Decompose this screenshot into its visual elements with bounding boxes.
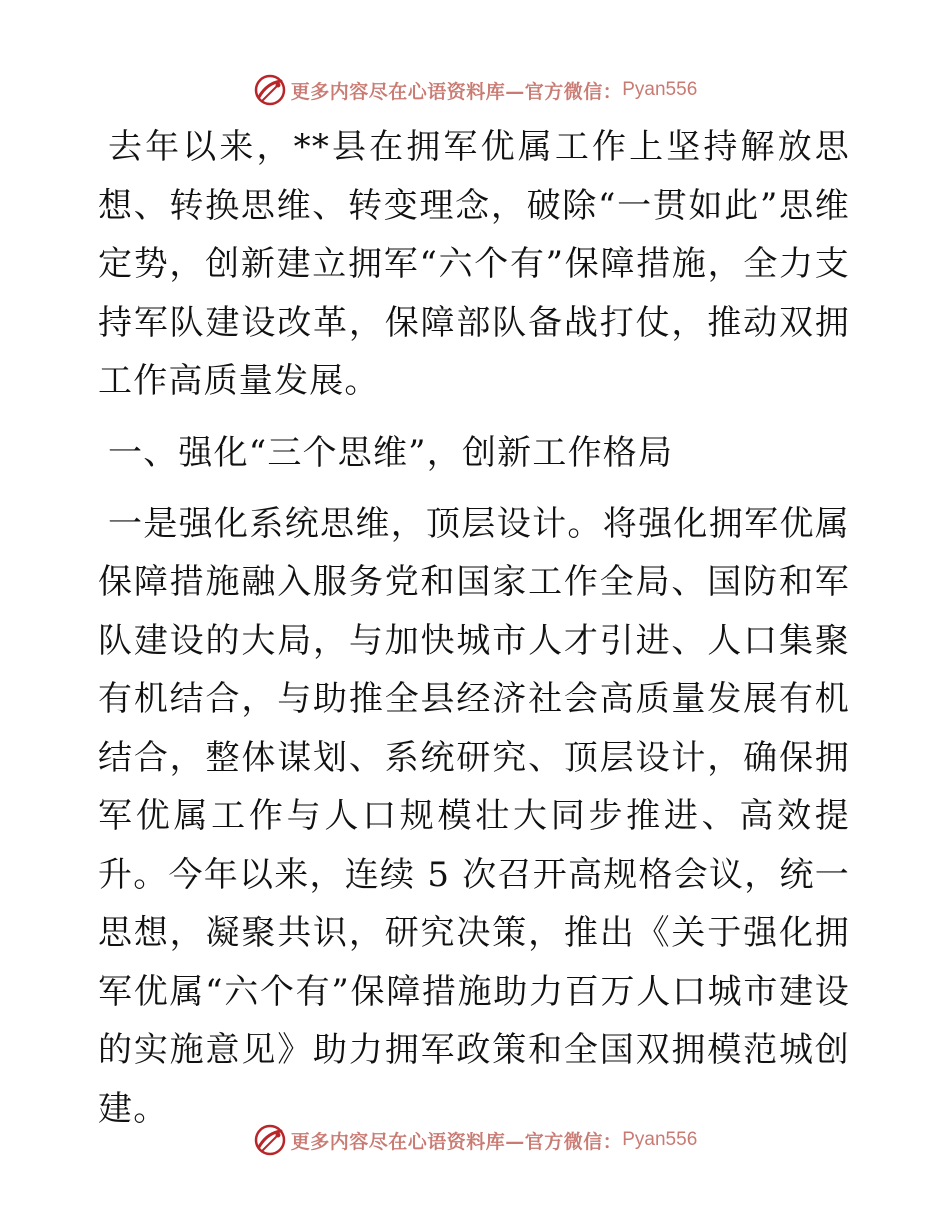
brand-logo-icon	[253, 73, 287, 107]
header-wechat-id: Pyan556	[622, 79, 698, 100]
footer-wechat-id: Pyan556	[622, 1129, 698, 1150]
brand-logo-icon	[253, 1123, 287, 1157]
section-heading: 一、强化“三个思维”，创新工作格局	[108, 432, 674, 473]
footer-banner	[0, 1120, 950, 1160]
document-body	[98, 118, 850, 1138]
header-banner-text: 更多内容尽在心语资料库—官方微信：	[290, 80, 623, 103]
intro-paragraph: 去年以来，**县在拥军优属工作上坚持解放思想、转换思维、转变理念，破除“一贯如此”思维定势，创新建立拥军“六个有”保障措施，全力支持军队建设改革，保障部队备战打仗，推动双拥工作高质量发展。	[98, 127, 850, 401]
footer-banner-text: 更多内容尽在心语资料库—官方微信：	[290, 1130, 623, 1153]
section-paragraph: 一是强化系统思维，顶层设计。将强化拥军优属保障措施融入服务党和国家工作全局、国防和军队建设的大局，与加快城市人才引进、人口集聚有机结合，与助推全县经济社会高质量发展有机结合，整体谋划、系统研究、顶层设计，确保拥军优属工作与人口规模壮大同步推进、高效提升。今年以来，连续 5 次召开高规格会议，统一思想，凝聚共识，研究决策，推出《关于强化拥军优属“六个有”保障措施助力百万人口城市建设的实施意见》助力拥军政策和全国双拥模范城创建。	[98, 503, 850, 1129]
header-banner	[0, 70, 950, 110]
